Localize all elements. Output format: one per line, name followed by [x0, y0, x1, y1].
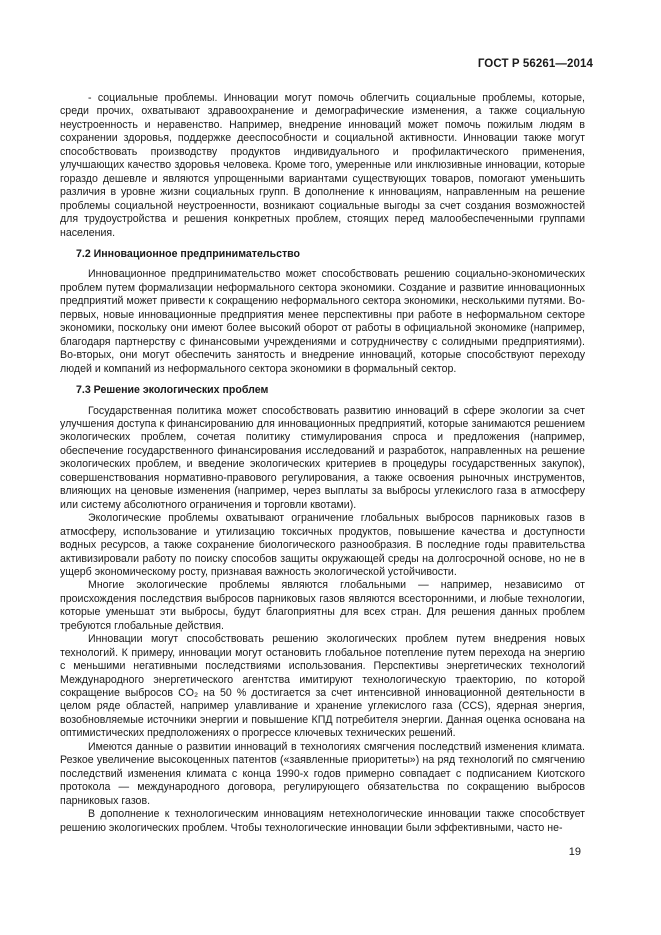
section-7-2-paragraph: Инновационное предпринимательство может способствовать решению социально-экономических проблем путем формализации неформального сектора экономики. Создание и развитие инновационных предприятий может привести к сокращению неформального сектора экономики, несколькими путями. Во-первых, новые инновационные предприятия менее перспективны при работе в неформальном секторе экономики, поскольку они имеют более высокий оборот от работы в официальной экономике (например, благодаря партнерству с финансовыми учреждениями и сотрудничеству с солидными предприятиями). Во-вторых, они могут обеспечить занятость и внедрение инноваций, которые способствуют переходу людей и компаний из неформального сектора экономики в формальный сектор.: [60, 268, 585, 375]
section-7-3-paragraph: Имеются данные о развитии инноваций в технологиях смягчения последствий изменения климата. Резкое увеличение высокоценных патентов («заявленные приоритеты») на ряд технологий по смягчению последствий изменения климата с конца 1990-х годов примерно совпадает с подписанием Киотского протокола — международного договора, регулирующего обязательства по сокращению выбросов парниковых газов.: [60, 740, 585, 807]
section-7-3-title: 7.3 Решение экологических проблем: [76, 384, 269, 397]
section-7-3-paragraph: Многие экологические проблемы являются глобальными — например, независимо от происхождения последствия выбросов парниковых газов являются всесторонними, и любые технологии, которые уменьшат эти выбросы, будут благоприятны для всех стран. Для решения данных проблем требуются глобальные действия.: [60, 579, 585, 632]
section-7-3-paragraph: Инновации могут способствовать решению экологических проблем путем внедрения новых технологий. К примеру, инновации могут остановить глобальное потепление путем перехода на энергию с меньшими негативными последствиями использования. Перспективы энергетических технологий Международного энергетического агентства имитируют технологическую траекторию, по которой сокращение выбросов CO₂ на 50 % достигается за счет интенсивной инновационной деятельности в целом ряде областей, например улавливание и хранение углекислого газа (CCS), ядерная энергия, возобновляемые источники энергии и повышение КПД потребителя энергии. Данная оценка основана на оптимистических предположениях о прогрессе ключевых технических решений.: [60, 633, 585, 740]
page-number: 19: [568, 846, 581, 858]
section-7-2-title: 7.2 Инновационное предпринимательство: [76, 247, 301, 260]
intro-paragraph: - социальные проблемы. Инновации могут помочь облегчить социальные проблемы, которые, среди прочих, охватывают здравоохранение и демографические изменения, а также социальную неустроенность и неравенство. Например, внедрение инноваций может помочь пожилым людям в сохранении здоровья, поддержке дееспособности и социальной активности. Инновации также могут способствовать производству продуктов индивидуального и профилактического применения, улучшающих качество здоровья человека. Кроме того, умеренные или инклюзивные инновации, которые гораздо дешевле и являются упрощенными вариантами существующих товаров, помогают уменьшить различия в уровне жизни социальных групп. В дополнение к инновациям, направленным на решение проблемы социальной неустроенности, возникают социальные выгоды за счет создания возможностей для трудоустройства и решения конкретных проблем, стоящих перед малообеспеченными группами населения.: [60, 92, 585, 239]
section-7-3-paragraph: Государственная политика может способствовать развитию инноваций в сфере экологии за счет улучшения доступа к финансированию для инновационных предприятий, которые занимаются решением экологических проблем, сочетая политику стимулирования спроса и предложения (например, обеспечение государственного финансирования исследований и разработок, направленных на решение экологических проблем, и введение экологических критериев в процедуры государственных закупок), совершенствования нормативно-правового регулирования, а также освоения рыночных инструментов, влияющих на ценовые изменения (например, через выплаты за выбросы углекислого газа в атмосферу или систему абсолютного ограничения и торговли квотами).: [60, 404, 585, 511]
section-7-3-paragraph: В дополнение к технологическим инновациям нетехнологические инновации также способствует решению экологических проблем. Чтобы технологические инновации были эффективными, часто не-: [60, 808, 585, 834]
section-7-3-paragraph: Экологические проблемы охватывают ограничение глобальных выбросов парниковых газов в атмосферу, использование и утилизацию токсичных продуктов, повышение качества и доступности водных ресурсов, а также сохранение биологического разнообразия. В последние годы правительства активизировали работу по поиску способов защиты окружающей среды на долгосрочной основе, но не в ущерб экономическому росту, признавая важность экологической устойчивости.: [60, 512, 585, 578]
page-content: [60, 92, 585, 835]
document-code: ГОСТ Р 56261—2014: [477, 58, 593, 70]
